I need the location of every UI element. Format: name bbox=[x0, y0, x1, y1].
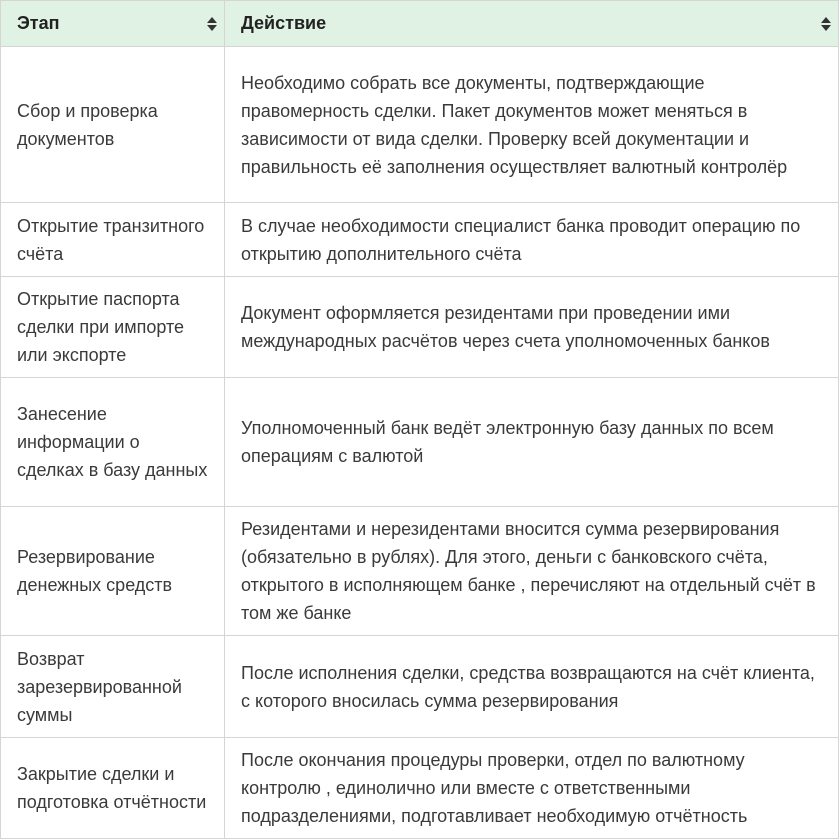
column-header-stage[interactable] bbox=[1, 1, 225, 47]
action-cell: После исполнения сделки, средства возвращаются на счёт клиента, с которого вносилась сумма резервирования bbox=[225, 636, 839, 738]
sort-updown-icon[interactable] bbox=[206, 16, 218, 32]
table-row bbox=[1, 47, 839, 203]
table-row bbox=[1, 636, 839, 738]
stage-cell: Занесение информации о сделках в базу данных bbox=[1, 378, 225, 507]
stage-cell: Открытие паспорта сделки при импорте или экспорте bbox=[1, 277, 225, 378]
action-cell: После окончания процедуры проверки, отдел по валютному контролю , единолично или вместе с ответственными подразделениями, подготавливает необходимую отчётность bbox=[225, 738, 839, 839]
column-header-stage-label: Этап bbox=[17, 13, 60, 33]
sort-updown-icon[interactable] bbox=[820, 16, 832, 32]
table-row bbox=[1, 738, 839, 839]
stage-cell: Закрытие сделки и подготовка отчётности bbox=[1, 738, 225, 839]
action-cell: Уполномоченный банк ведёт электронную базу данных по всем операциям с валютой bbox=[225, 378, 839, 507]
stage-cell: Резервирование денежных средств bbox=[1, 507, 225, 636]
table-row bbox=[1, 507, 839, 636]
table-row bbox=[1, 378, 839, 507]
table-row bbox=[1, 203, 839, 277]
stage-cell: Возврат зарезервированной суммы bbox=[1, 636, 225, 738]
action-cell: Резидентами и нерезидентами вносится сумма резервирования (обязательно в рублях). Для этого, деньги с банковского счёта, открытого в исполняющем банке , перечисляют на отдельный счёт в том же банке bbox=[225, 507, 839, 636]
action-cell: В случае необходимости специалист банка проводит операцию по открытию дополнительного счёта bbox=[225, 203, 839, 277]
column-header-action-label: Действие bbox=[241, 13, 327, 33]
table-row bbox=[1, 277, 839, 378]
column-header-action[interactable] bbox=[225, 1, 839, 47]
stage-cell: Сбор и проверка документов bbox=[1, 47, 225, 203]
stage-cell: Открытие транзитного счёта bbox=[1, 203, 225, 277]
action-cell: Документ оформляется резидентами при проведении ими международных расчётов через счета уполномоченных банков bbox=[225, 277, 839, 378]
action-cell: Необходимо собрать все документы, подтверждающие правомерность сделки. Пакет документов может меняться в зависимости от вида сделки. Проверку всей документации и правильность её заполнения осуществляет валютный контролёр bbox=[225, 47, 839, 203]
table-header-row bbox=[1, 1, 839, 47]
